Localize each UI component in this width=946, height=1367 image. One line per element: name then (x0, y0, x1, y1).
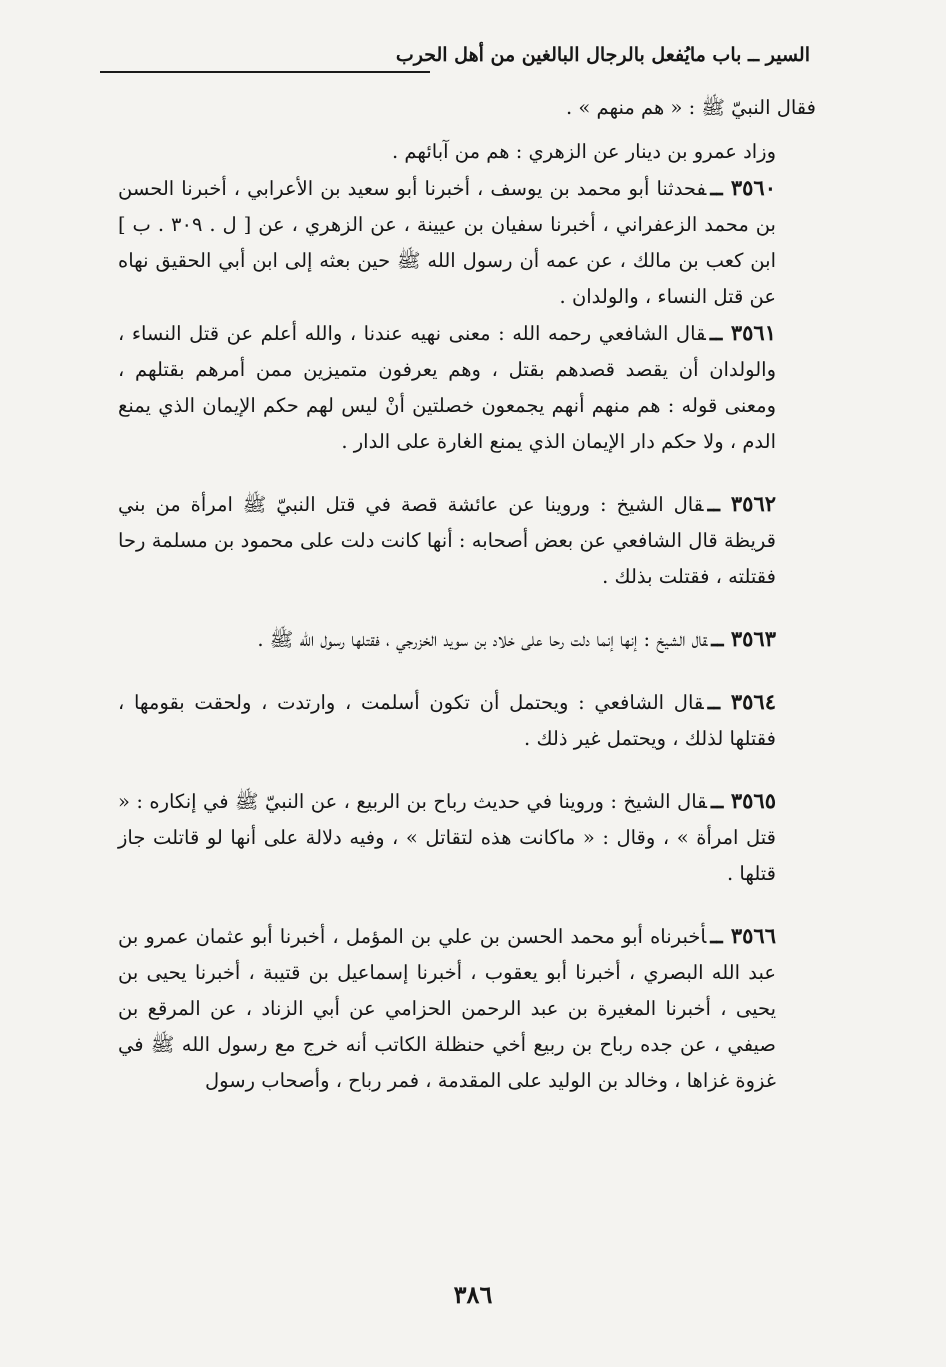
paragraph-text: قال الشافعي : ويحتمل أن تكون أسلمت ، وارتدت ، ولحقت بقومها ، فقتلها لذلك ، ويحتمل غير ذلك . (118, 691, 776, 750)
paragraph-3562 (118, 486, 816, 595)
running-header (100, 44, 810, 66)
page-body (118, 90, 816, 1099)
paragraph-3563 (118, 621, 816, 658)
paragraph-text: قال الشيخ : إنها إنما دلت رحا على خلاد بن سويد الخزرجي ، فقتلها رسول الله ﷺ . (257, 628, 708, 651)
paragraph-text: قال الشيخ : وروينا عن عائشة قصة في قتل النبيّ ﷺ امرأة من بني قريظة قال الشافعي عن بعض أصحابه : أنها كانت دلت على محمود بن مسلمة رحا فقتلته ، فقتلت بذلك . (118, 493, 776, 588)
paragraph-text: فحدثنا أبو محمد بن يوسف ، أخبرنا أبو سعيد بن الأعرابي ، أخبرنا الحسن بن محمد الزعفراني ، أخبرنا سفيان بن عيينة ، عن الزهري ، عن [ ل . ٣٠٩ . ب ] ابن كعب بن مالك ، عن عمه أن رسول الله ﷺ حين بعثه إلى ابن أبي الحقيق نهاه عن قتل النساء ، والولدان . (118, 177, 776, 308)
paragraph-3566 (118, 918, 816, 1099)
paragraph-text: قال الشيخ : وروينا في حديث رباح بن الربيع ، عن النبيّ ﷺ في إنكاره : « قتل امرأة » ، وقال : « ماكانت هذه لتقاتل » ، وفيه دلالة على أنها لو قاتلت جاز قتلها . (118, 790, 776, 885)
paragraph-continuation (118, 90, 816, 126)
header-title: السير ــ باب مايُفعل بالرجال البالغين من أهل الحرب (395, 44, 810, 66)
paragraph-number: ٣٥٦١ ــ (709, 320, 776, 345)
paragraph-number: ٣٥٦٤ ــ (707, 689, 776, 714)
paragraph-number: ٣٥٦٦ ــ (710, 923, 776, 948)
paragraph-number: ٣٥٦٠ ــ (710, 175, 776, 200)
paragraph-number: ٣٥٦٣ ــ (711, 626, 776, 651)
paragraph-text: وزاد عمرو بن دينار عن الزهري : هم من آبائهم . (391, 140, 776, 163)
paragraph-number: ٣٥٦٢ ــ (707, 491, 777, 516)
paragraph-3560 (118, 170, 816, 315)
paragraph-text: فقال النبيّ ﷺ : « هم منهم » . (565, 96, 816, 119)
paragraph-text: قال الشافعي رحمه الله : معنى نهيه عندنا ، والله أعلم عن قتل النساء ، والولدان أن يقصد قصدهم بقتل ، وهم يعرفون متميزين ممن أمرهم بقتلهم ، ومعنى قوله : هم منهم أنهم يجمعون خصلتين أنْ ليس لهم حكم الإيمان الذي يمنع الدم ، ولا حكم دار الإيمان الذي يمنع الغارة على الدار . (118, 322, 776, 453)
paragraph-3564 (118, 684, 816, 757)
paragraph-addition (118, 134, 816, 170)
paragraph-3565 (118, 783, 816, 892)
paragraph-number: ٣٥٦٥ ــ (711, 788, 776, 813)
header-rule (100, 71, 430, 73)
paragraph-3561 (118, 315, 816, 460)
page-number: ٣٨٦ (453, 1280, 493, 1309)
paragraph-text: أخبرناه أبو محمد الحسن بن علي بن المؤمل ، أخبرنا أبو عثمان عمرو بن عبد الله البصري ، أخبرنا أبو يعقوب ، أخبرنا إسماعيل بن قتيبة ، أخبرنا يحيى بن يحيى ، أخبرنا المغيرة بن عبد الرحمن الحزامي عن أبي الزناد ، عن المرقع بن صيفي ، عن جده رباح بن ربيع أخي حنظلة الكاتب أنه خرج مع رسول الله ﷺ في غزوة غزاها ، وخالد بن الوليد على المقدمة ، فمر رباح ، وأصحاب رسول (118, 925, 776, 1092)
